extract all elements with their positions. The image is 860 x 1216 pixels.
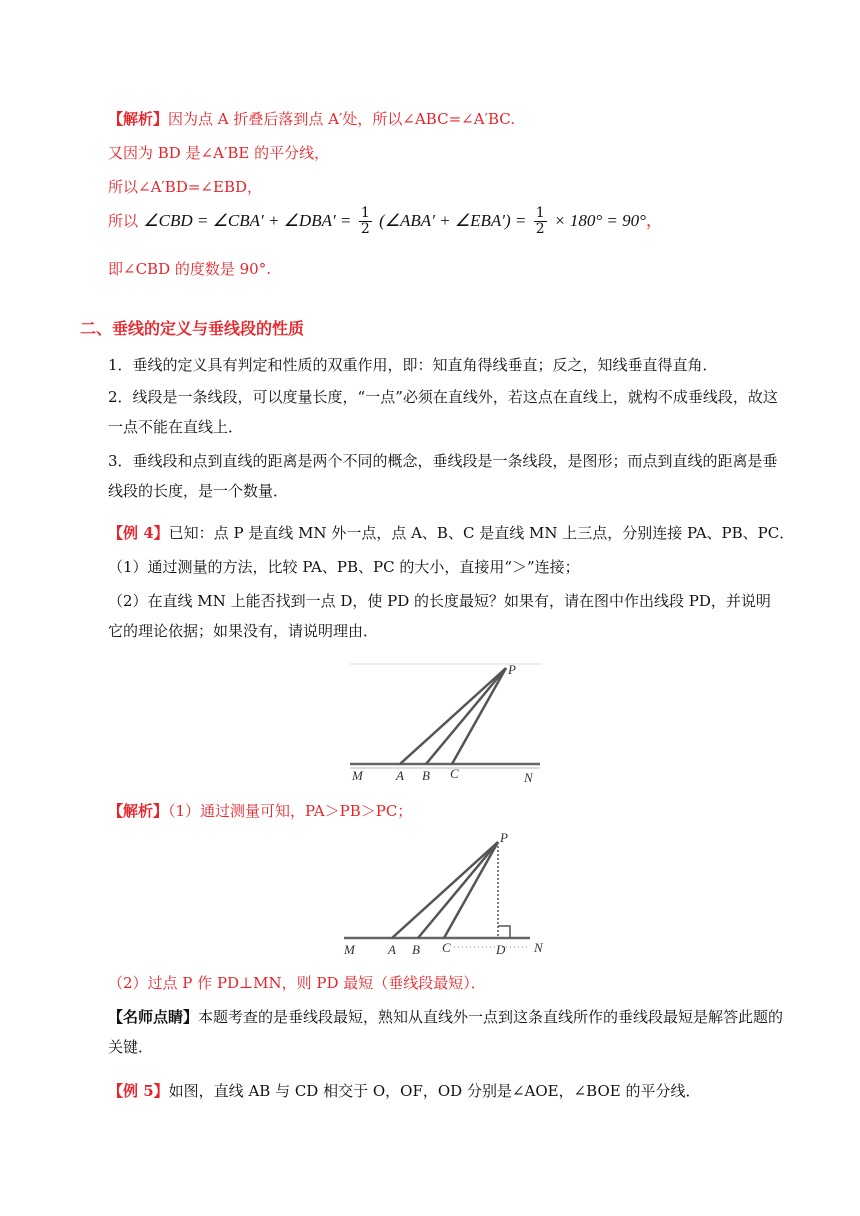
teacher-note-tag: 【名师点睛】 <box>108 1008 199 1026</box>
label-P: P <box>508 662 516 677</box>
analysis-line-3: 所以∠A′BD=∠EBD， <box>108 178 262 196</box>
teacher-note-text: 本题考查的是垂线段最短，熟知从直线外一点到这条直线所作的垂线段最短是解答此题的关键． <box>108 1008 784 1056</box>
example-4-answer-1 <box>108 800 412 822</box>
fraction-numerator: 1 <box>360 205 370 221</box>
example-4-question-1: （1）通过测量的方法，比较 PA、PB、PC 的大小，直接用“＞”连接； <box>108 558 580 576</box>
label-A: A <box>388 942 396 957</box>
analysis-tag: 【解析】 <box>108 110 169 128</box>
example-4-tag: 【例 4】 <box>108 524 169 542</box>
example-5-tag: 【例 5】 <box>108 1082 169 1100</box>
answer-1-text: （1）通过测量可知，PA＞PB＞PC； <box>168 802 413 820</box>
section-heading: 二、垂线的定义与垂线段的性质 <box>80 319 305 338</box>
figure-1 <box>342 660 542 785</box>
label-D: D <box>496 942 506 957</box>
example-4-question-2: （2）在直线 MN 上能否找到一点 D，使 PD 的长度最短？如果有，请在图中作出线段 PD，并说明它的理论依据；如果没有，请说明理由． <box>108 592 771 640</box>
example-5-statement <box>108 1080 701 1102</box>
point-3: 3．垂线段和点到直线的距离是两个不同的概念，垂线段是一条线段，是图形；而点到直线的距离是垂线段的长度，是一个数量． <box>108 452 778 500</box>
formula-suffix: ， <box>645 211 663 231</box>
point-2: 2．线段是一条线段，可以度量长度，“一点”必须在直线外，若这点在直线上，就构不成垂线段，故这一点不能在直线上． <box>108 388 778 436</box>
label-M: M <box>344 942 355 957</box>
label-B: B <box>412 942 420 957</box>
label-P: P <box>500 830 508 845</box>
formula-part-c: × 180° = 90° <box>554 211 646 230</box>
fraction-denominator: 2 <box>360 221 370 237</box>
label-N: N <box>524 770 533 785</box>
example-5-text: 如图，直线 AB 与 CD 相交于 O，OF，OD 分别是∠AOE，∠BOE 的平分线． <box>168 1082 701 1100</box>
formula-line <box>108 206 663 237</box>
example-4-text: 已知：点 P 是直线 MN 外一点，点 A、B、C 是直线 MN 上三点，分别连接 PA、PB、PC． <box>168 524 795 542</box>
label-B: B <box>422 768 430 783</box>
label-C: C <box>450 766 459 781</box>
answer-tag: 【解析】 <box>108 802 169 820</box>
label-A: A <box>396 768 404 783</box>
figure-2 <box>340 830 555 958</box>
fraction-numerator: 1 <box>535 205 545 221</box>
example-4-statement <box>108 522 794 544</box>
analysis-line-2: 又因为 BD 是∠A′BE 的平分线， <box>108 144 330 162</box>
teacher-note <box>108 1002 784 1062</box>
example-4-answer-2: （2）过点 P 作 PD⊥MN，则 PD 最短（垂线段最短）． <box>108 974 486 992</box>
analysis-line-1 <box>108 108 515 130</box>
label-C: C <box>442 940 451 955</box>
analysis-line-5: 即∠CBD 的度数是 90°. <box>108 260 271 278</box>
label-M: M <box>352 768 363 783</box>
fraction-2 <box>534 206 547 237</box>
formula-part-a: ∠CBD = ∠CBA′ + ∠DBA′ = <box>143 211 352 230</box>
analysis-text: 因为点 A 折叠后落到点 A′处，所以∠ABC=∠A′BC. <box>168 110 515 128</box>
fraction-denominator: 2 <box>535 221 545 237</box>
point-1: 1．垂线的定义具有判定和性质的双重作用，即：知直角得线垂直；反之，知线垂直得直角． <box>108 356 718 374</box>
label-N: N <box>534 940 543 955</box>
formula-prefix: 所以 <box>108 212 139 230</box>
fraction-1 <box>359 206 372 237</box>
formula-part-b: (∠ABA′ + ∠EBA′) = <box>379 211 527 230</box>
